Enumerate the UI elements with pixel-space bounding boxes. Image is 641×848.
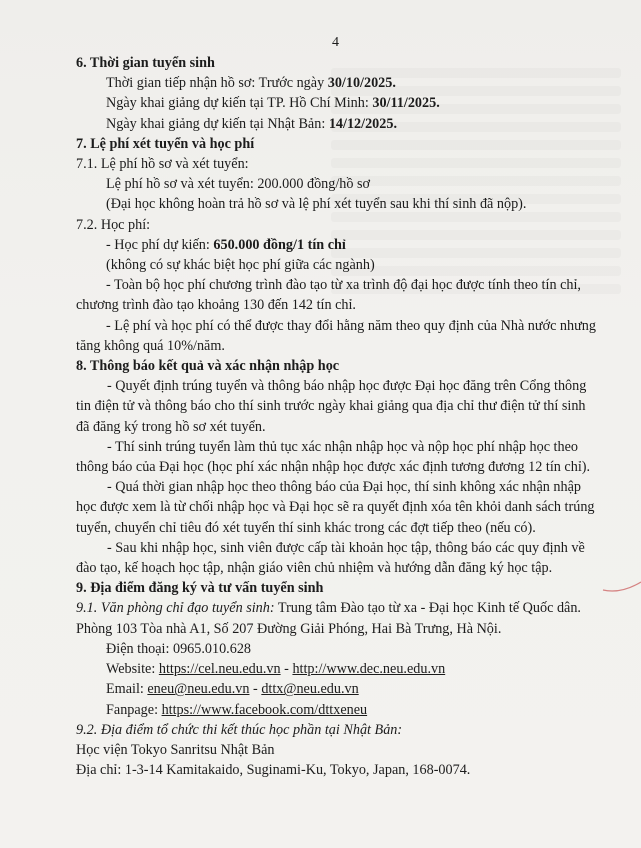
phone-line: Điện thoại: 0965.010.628 (106, 640, 252, 657)
page-number: 4 (332, 35, 339, 50)
s8-p3-c: tuyển, chuyển chỉ tiêu đó xét tuyển thí sinh khác trong các đợt tiếp theo (nếu có). (76, 519, 536, 536)
s6-line-1 (76, 73, 616, 93)
section-7-heading: 7. Lệ phí xét tuyển và học phí (76, 135, 255, 152)
website-separator: - (280, 661, 293, 678)
email-link-eneu[interactable]: eneu@neu.edu.vn (147, 681, 250, 698)
s91-line (76, 598, 616, 618)
s8-p3-a: - Quá thời gian nhập học theo thông báo của Đại học, thí sinh không xác nhận nhập (107, 479, 581, 496)
website-label: Website: (106, 661, 159, 678)
website-link-dec[interactable]: http://www.dec.neu.edu.vn (292, 661, 446, 678)
document-body (76, 53, 616, 780)
s8-p1-b: tin điện tử và thông báo cho thí sinh trước ngày khai giảng qua địa chỉ thư điện tử thí sinh (76, 398, 586, 415)
s6-line-3 (76, 114, 616, 134)
s91-text: Trung tâm Đào tạo từ xa - Đại học Kinh tế Quốc dân. (274, 600, 581, 617)
s8-p4-a: - Sau khi nhập học, sinh viên được cấp tài khoản học tập, thông báo các quy định về (107, 539, 585, 556)
s92-address: Địa chỉ: 1-3-14 Kamitakaido, Suginami-Ku, Tokyo, Japan, 168-0074. (76, 762, 471, 779)
email-link-dttx[interactable]: dttx@neu.edu.vn (261, 681, 359, 698)
website-link-cel[interactable]: https://cel.neu.edu.vn (158, 661, 281, 678)
s72-p2-a: - Lệ phí và học phí có thể được thay đổi hằng năm theo quy định của Nhà nước nhưng (106, 317, 596, 334)
section-9-heading: 9. Địa điểm đăng ký và tư vấn tuyển sinh (76, 580, 324, 597)
section-6-heading: 6. Thời gian tuyển sinh (76, 55, 215, 71)
fanpage-line (76, 700, 616, 720)
s6-l3-label: Ngày khai giảng dự kiến tại Nhật Bản: (106, 115, 329, 132)
s8-p2-a: - Thí sinh trúng tuyển làm thủ tục xác nhận nhập học và nộp học phí nhập học theo (107, 438, 578, 455)
s71-heading: 7.1. Lệ phí hồ sơ và xét tuyển: (76, 156, 249, 173)
s6-l1-label: Thời gian tiếp nhận hồ sơ: Trước ngày (106, 75, 328, 92)
s6-line-2 (76, 93, 616, 113)
s8-p3-b: học được xem là từ chối nhập học và Đại học sẽ ra quyết định xóa tên khỏi danh sách trúng (76, 499, 595, 516)
s8-p2-b: thông báo của Đại học (học phí xác nhận nhập học được xác định tương đương 12 tín chỉ). (76, 459, 591, 476)
s91-label: 9.1. Văn phòng chỉ đạo tuyển sinh: (76, 600, 275, 617)
s8-p1-c: đã đăng ký trong hồ sơ xét tuyển. (76, 418, 266, 435)
s6-l2-label: Ngày khai giảng dự kiến tại TP. Hồ Chí Minh: (106, 95, 373, 112)
s72-p1-a: - Toàn bộ học phí chương trình đào tạo từ xa trình độ đại học được tính theo tín chỉ, (106, 277, 581, 294)
s72-fee-value: 650.000 đồng/1 tín chỉ (213, 236, 346, 253)
s72-heading: 7.2. Học phí: (76, 216, 151, 233)
s6-l1-value: 30/10/2025. (327, 75, 396, 92)
email-label: Email: (106, 681, 148, 698)
s72-p1-b: chương trình đào tạo khoảng 130 đến 142 tín chỉ. (76, 297, 356, 314)
fanpage-label: Fanpage: (106, 701, 162, 718)
s72-note: (không có sự khác biệt học phí giữa các ngành) (106, 257, 375, 274)
s8-p1-a: - Quyết định trúng tuyển và thông báo nhập học được Đại học đăng trên Cổng thông (107, 378, 587, 395)
website-line (76, 659, 616, 679)
s71-fee: Lệ phí hồ sơ và xét tuyển: 200.000 đồng/hồ sơ (106, 176, 371, 193)
s8-p4-b: đào tạo, kế hoạch học tập, nhận giáo viên chủ nhiệm và hướng dẫn đăng ký học tập. (76, 560, 553, 577)
section-8-heading: 8. Thông báo kết quả và xác nhận nhập học (76, 358, 340, 375)
s92-heading: 9.2. Địa điểm tổ chức thi kết thúc học phần tại Nhật Bản: (76, 721, 403, 738)
email-line (76, 679, 616, 699)
s72-p2-b: tăng không quá 10%/năm. (76, 337, 225, 354)
s91-address: Phòng 103 Tòa nhà A1, Số 207 Đường Giải Phóng, Hai Bà Trưng, Hà Nội. (76, 620, 502, 637)
email-separator: - (249, 681, 262, 698)
fanpage-link[interactable]: https://www.facebook.com/dttxeneu (161, 701, 368, 718)
s92-name: Học viện Tokyo Sanritsu Nhật Bản (76, 741, 275, 758)
s71-note: (Đại học không hoàn trả hồ sơ và lệ phí xét tuyển sau khi thí sinh đã nộp). (106, 196, 527, 213)
s6-l2-value: 30/11/2025. (372, 95, 440, 112)
s72-fee (76, 235, 616, 255)
s72-fee-label: - Học phí dự kiến: (106, 236, 214, 253)
s6-l3-value: 14/12/2025. (328, 115, 398, 132)
